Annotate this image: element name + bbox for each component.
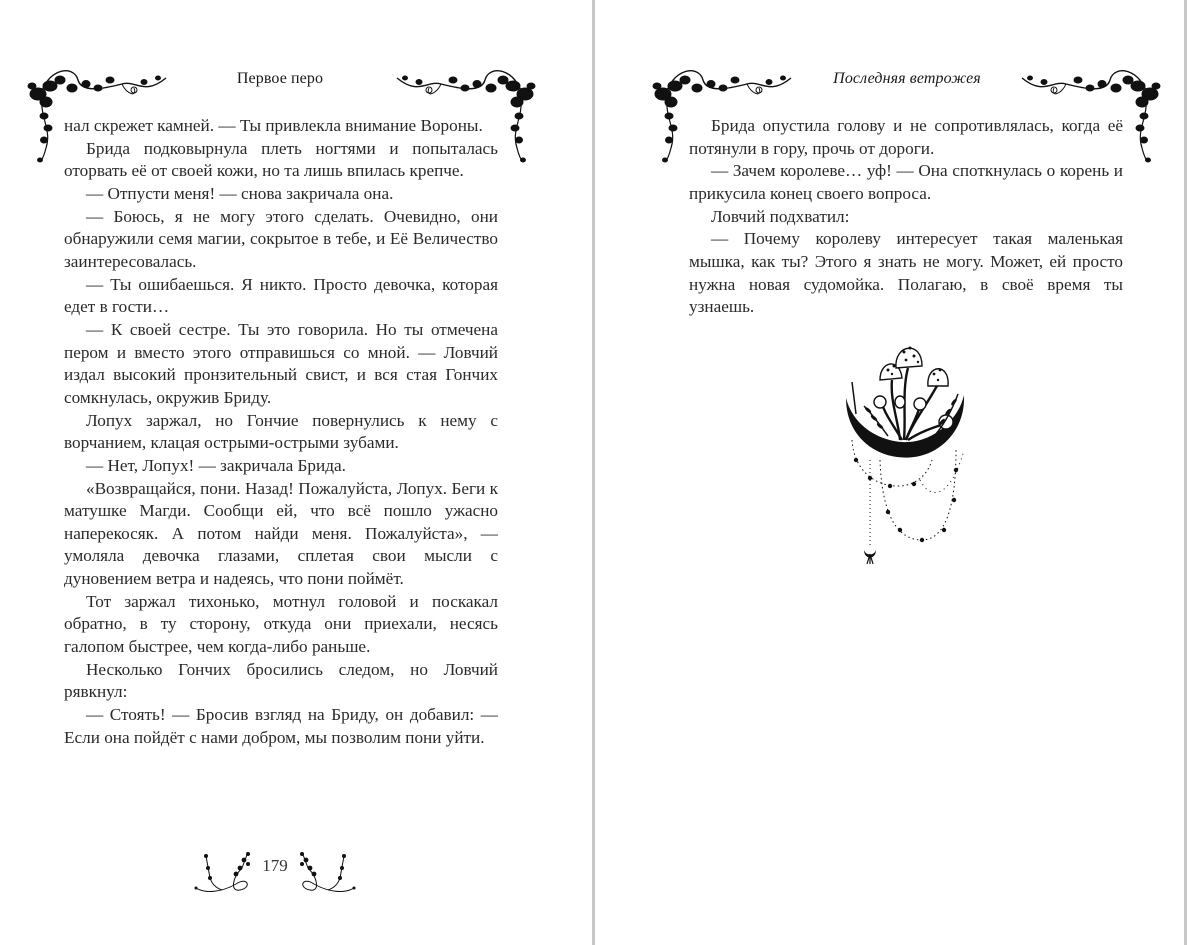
footer-vine-ornament-right-icon xyxy=(294,848,358,896)
paragraph: — Зачем королеве… уф! — Она споткнулась о корень и прикусила конец своего вопроса. xyxy=(689,161,1123,203)
paragraph: — Стоять! — Бросив взгляд на Бриду, он добавил: — Если она пойдёт с нами добром, мы позволим пони уйти. xyxy=(64,705,498,747)
footer-vine-ornament-left-icon xyxy=(192,848,256,896)
paragraph: — Ты ошибаешься. Я никто. Просто девочка, которая едет в гости… xyxy=(64,274,498,317)
running-head: Первое перо xyxy=(236,70,324,87)
paragraph: нал скрежет камней. — Ты привлекла внимание Вороны. xyxy=(64,116,483,135)
running-head: Последняя ветрожея xyxy=(833,70,981,87)
paragraph: Брида подковырнула плеть ногтями и попыталась оторвать её от своей кожи, но та лишь впилась крепче. xyxy=(64,138,498,181)
left-page xyxy=(0,0,593,945)
body-text xyxy=(64,115,498,749)
gutter-divider xyxy=(592,0,595,945)
paragraph: Тот заржал тихонько, мотнул головой и поскакал обратно, в ту сторону, откуда они приехали, несясь галопом быстрее, чем когда-либо раньше. xyxy=(64,591,498,657)
crescent-moon-mushrooms-illustration-icon xyxy=(840,340,970,565)
paragraph: — Отпусти меня! — снова закричала она. xyxy=(86,183,394,203)
body-text xyxy=(689,115,1123,319)
paragraph: Несколько Гончих бросились следом, но Ловчий рявкнул: xyxy=(64,659,498,702)
paragraph: Лопух заржал, но Гончие повернулись к нему с ворчанием, клацая острыми-острыми зубами. xyxy=(64,410,498,453)
paragraph: — Почему королеву интересует такая маленькая мышка, как ты? Этого я знать не могу. Может, ей просто нужна новая судомойка. Полагаю, в своё время ты узнаешь. xyxy=(689,229,1123,317)
paragraph: Брида опустила голову и не сопротивлялась, когда её потянули в гору, прочь от дороги. xyxy=(689,116,1123,158)
paragraph: «Возвращайся, пони. Назад! Пожалуйста, Лопух. Беги к матушке Магди. Сообщи ей, что всё пошло ужасно наперекосяк. А потом найди меня. Пожалуйста», — умоляла девочка глазами, сплетая свои мысли с дуновением ветра и надеясь, что пони поймёт. xyxy=(64,478,498,589)
paragraph: — Боюсь, я не могу этого сделать. Очевидно, они обнаружили семя магии, сокрытое в тебе, и Её Величество заинтересовалась. xyxy=(64,206,498,271)
paragraph: Ловчий подхватил: xyxy=(711,206,850,226)
right-page xyxy=(597,0,1185,945)
paragraph: — К своей сестре. Ты это говорила. Но ты отмечена пером и вместо этого отправишься со мной. — Ловчий издал высокий пронзительный свист, и вся стая Гончих сомкнулась, окружив Бриду. xyxy=(64,319,498,407)
paragraph: — Нет, Лопух! — закричала Брида. xyxy=(86,455,346,475)
page-number: 179 xyxy=(262,856,288,875)
